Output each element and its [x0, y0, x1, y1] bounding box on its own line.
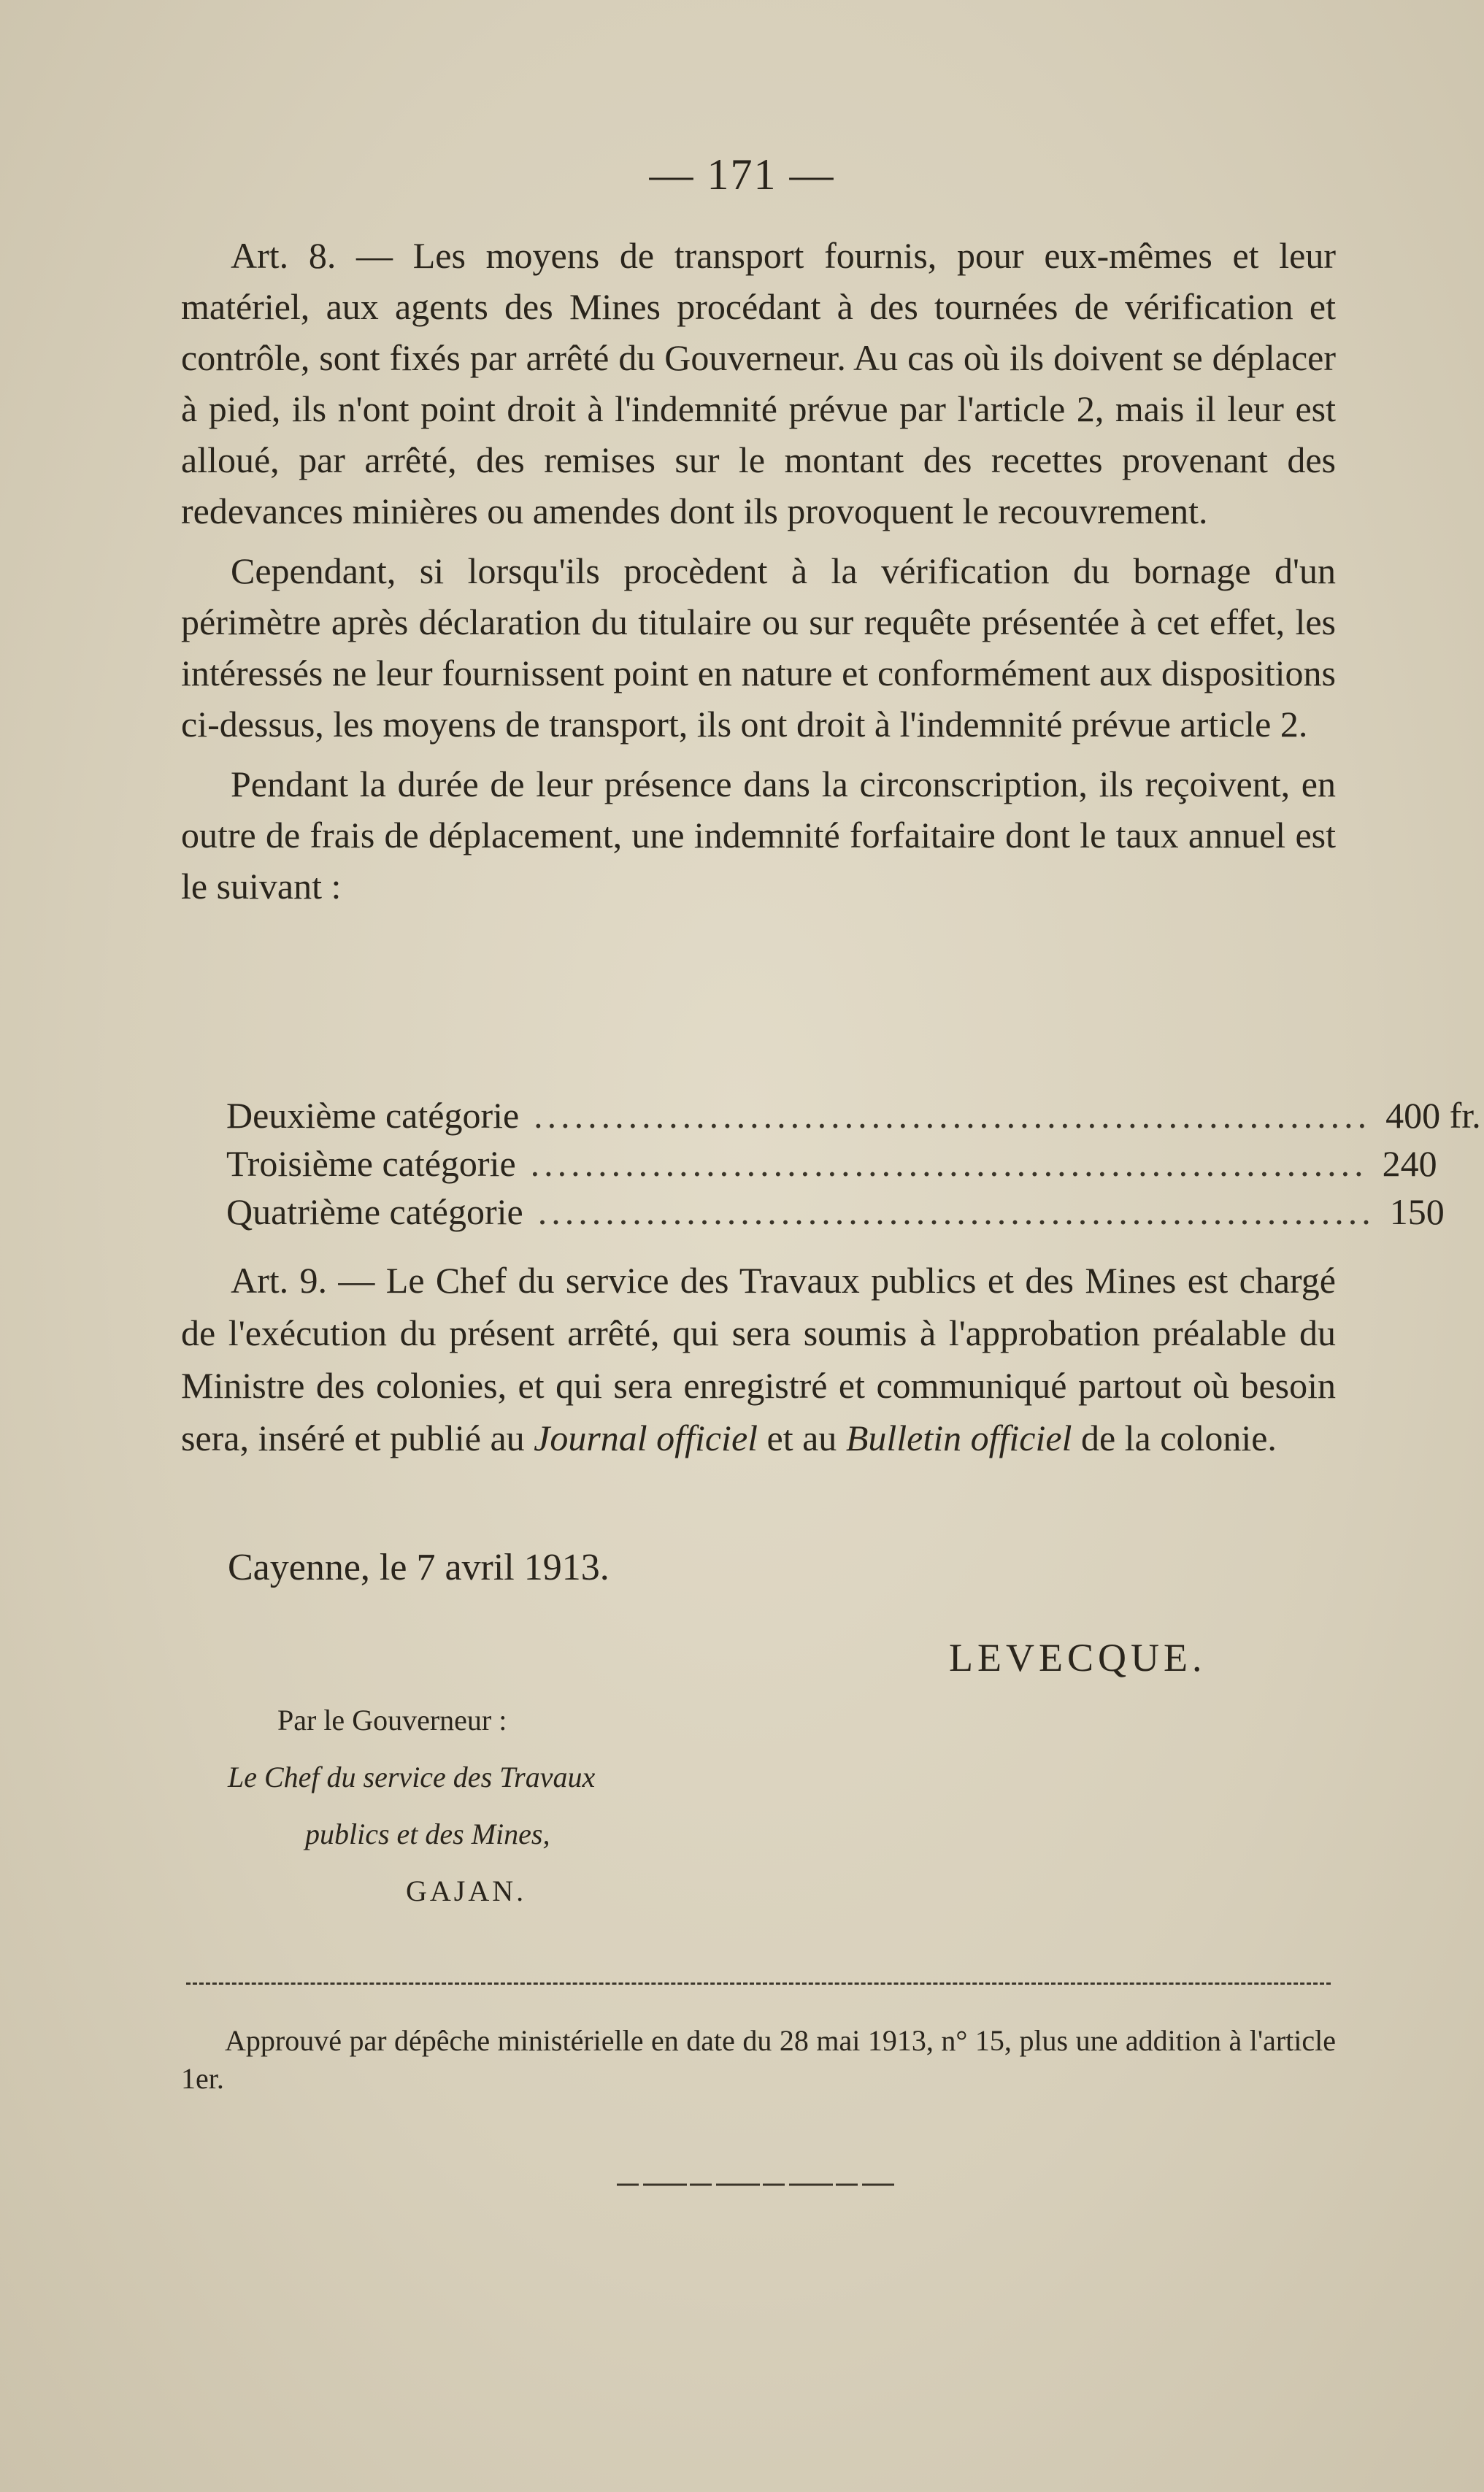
rates-table [226, 1091, 1481, 1236]
rate-value: 150 [1389, 1191, 1445, 1232]
bulletin-officiel-title: Bulletin officiel [845, 1418, 1072, 1458]
rate-label: Quatrième catégorie [226, 1191, 523, 1232]
page-number: — 171 — [649, 150, 835, 199]
rate-value: 240 [1382, 1143, 1437, 1184]
article-8-paragraph-1: Art. 8. — Les moyens de transport fournis, pour eux-mêmes et leur matériel, aux agents des Mines procédant à des tournées de vérification et contrôle, sont fixés par arrêté du Gouverneur. Au cas où ils doivent se déplacer à pied, ils n'ont point droit à l'indemnité prévue par l'article 2, mais il leur est alloué, par arrêté, des remises sur le montant des recettes provenant des redevances minières ou amendes dont ils provoquent le recouvrement. [181, 235, 1336, 531]
rate-row [226, 1091, 1481, 1139]
article-9-text: Art. 9. — Le Chef du service des Travaux publics et des Mines est chargé de l'exécution du présent arrêté, qui sera soumis à l'approbation préalable du Ministre des colonies, et qui sera enregistré et communiqué partout où besoin sera, inséré et publié au [181, 1260, 1336, 1458]
leader-dots: .............................................................. [530, 1143, 1368, 1184]
rate-row [226, 1139, 1437, 1188]
separator-rule [186, 1983, 1331, 1985]
rate-label: Troisième catégorie [226, 1143, 516, 1184]
journal-officiel-title: Journal officiel [534, 1418, 758, 1458]
leader-dots: .............................................................. [534, 1095, 1372, 1136]
countersign-line-1: Par le Gouverneur : [277, 1704, 507, 1737]
article-9-text-end: de la colonie. [1072, 1418, 1277, 1458]
rate-value: 400 fr. [1385, 1095, 1481, 1136]
approval-note: Approuvé par dépêche ministérielle en date du 28 mai 1913, n° 15, plus une addition à l'article 1er. [181, 2024, 1336, 2095]
governor-signature: LEVECQUE. [949, 1636, 1207, 1680]
countersign-line-3: publics et des Mines, [305, 1818, 550, 1850]
countersign-line-2: Le Chef du service des Travaux [228, 1761, 596, 1793]
article-9-text-between: et au [758, 1418, 846, 1458]
rate-row [226, 1188, 1445, 1236]
article-8-paragraph-3: Pendant la durée de leur présence dans la circonscription, ils reçoivent, en outre de frais de déplacement, une indemnité forfaitaire dont le taux annuel est le suivant : [181, 764, 1336, 907]
countersignature [219, 1692, 876, 1920]
end-ornament [610, 2183, 901, 2187]
article-8-paragraph-2: Cependant, si lorsqu'ils procèdent à la vérification du bornage d'un périmètre après déclaration du titulaire ou sur requête présentée à cet effet, les intéressés ne leur fournissent point en nature et conformément aux dispositions ci-dessus, les moyens de transport, ils ont droit à l'indemnité prévue article 2. [181, 550, 1336, 745]
rate-label: Deuxième catégorie [226, 1095, 520, 1136]
place-date: Cayenne, le 7 avril 1913. [228, 1547, 610, 1588]
article-8 [181, 230, 1336, 920]
countersign-name: GAJAN. [406, 1874, 527, 1907]
article-9 [181, 1254, 1336, 1464]
leader-dots: .............................................................. [537, 1191, 1375, 1232]
